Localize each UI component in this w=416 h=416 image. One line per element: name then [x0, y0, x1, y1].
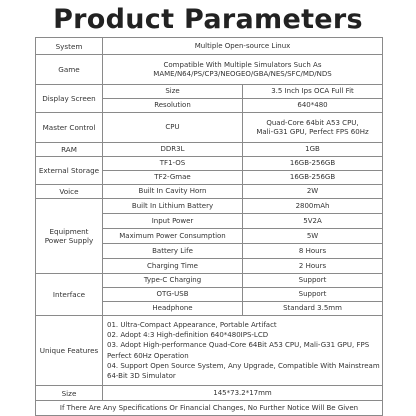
table-row [36, 185, 383, 199]
ram-label: RAM [36, 143, 103, 157]
display-size-value: 3.5 Inch Ips OCA Full Fit [243, 85, 383, 99]
storage-tf2-value: 16GB-256GB [243, 171, 383, 185]
storage-tf1-label: TF1-OS [103, 157, 243, 171]
game-value-line2: MAME/N64/PS/CP3/NEOGEO/GBA/NES/SFC/MD/NDS [153, 69, 332, 78]
game-value-line1: Compatible With Multiple Simulators Such As [163, 60, 322, 69]
master-value-line1: Quad-Core 64bit A53 CPU, [266, 118, 359, 127]
game-value [103, 55, 383, 85]
power-item-value: 5W [243, 229, 383, 244]
system-label: System [36, 38, 103, 55]
table-row [36, 157, 383, 171]
power-label-line2: Power Supply [44, 236, 94, 245]
features-label: Unique Features [36, 316, 103, 386]
power-item-label: Battery Life [103, 244, 243, 259]
storage-tf2-label: TF2-Gmae [103, 171, 243, 185]
table-row [36, 386, 383, 401]
table-row [36, 199, 383, 214]
game-label: Game [36, 55, 103, 85]
power-item-label: Input Power [103, 214, 243, 229]
page-title: Product Parameters [53, 4, 363, 35]
table-row [36, 55, 383, 85]
power-label [36, 199, 103, 274]
interface-item-value: Standard 3.5mm [243, 302, 383, 316]
size-label: Size [36, 386, 103, 401]
power-item-label: Charging Time [103, 259, 243, 274]
power-item-value: 8 Hours [243, 244, 383, 259]
power-item-value: 5V2A [243, 214, 383, 229]
interface-item-label: Headphone [103, 302, 243, 316]
power-item-label: Built In Lithium Battery [103, 199, 243, 214]
ram-value: 1GB [243, 143, 383, 157]
interface-item-value: Support [243, 274, 383, 288]
voice-value: 2W [243, 185, 383, 199]
table-row [36, 113, 383, 143]
power-item-label: Maximum Power Consumption [103, 229, 243, 244]
master-label: Master Control [36, 113, 103, 143]
power-item-value: 2 Hours [243, 259, 383, 274]
table-row [36, 85, 383, 99]
display-res-value: 640*480 [243, 99, 383, 113]
master-value-line2: Mali-G31 GPU, Perfect FPS 60Hz [256, 127, 369, 136]
master-value [243, 113, 383, 143]
system-value: Multiple Open-source Linux [103, 38, 383, 55]
master-sub: CPU [103, 113, 243, 143]
spec-table [35, 37, 383, 416]
feature-line: 02. Adopt 4:3 High-definition 640*480IPS-LCD [107, 331, 269, 340]
voice-sub: Built In Cavity Horn [103, 185, 243, 199]
feature-line: 04. Support Open Source System, Any Upgrade, Compatible With Mainstream [107, 361, 380, 370]
table-row [36, 316, 383, 386]
feature-line: 01. Ultra-Compact Appearance, Portable Artifact [107, 321, 277, 330]
storage-tf1-value: 16GB-256GB [243, 157, 383, 171]
feature-line: Perfect 60Hz Operation [107, 351, 189, 360]
voice-label: Voice [36, 185, 103, 199]
display-label: Display Screen [36, 85, 103, 113]
display-size-label: Size [103, 85, 243, 99]
display-res-label: Resolution [103, 99, 243, 113]
interface-item-label: Type-C Charging [103, 274, 243, 288]
interface-item-label: OTG-USB [103, 288, 243, 302]
feature-line: 03. Adopt High-performance Quad-Core 64Bit A53 CPU, Mali-G31 GPU, FPS [107, 341, 370, 350]
interface-label: Interface [36, 274, 103, 316]
power-label-line1: Equipment [49, 227, 89, 236]
table-row [36, 274, 383, 288]
power-item-value: 2800mAh [243, 199, 383, 214]
size-value: 145*73.2*17mm [103, 386, 383, 401]
features-list [103, 316, 383, 386]
interface-item-value: Support [243, 288, 383, 302]
table-row [36, 401, 383, 416]
table-row [36, 143, 383, 157]
table-row [36, 38, 383, 55]
storage-label: External Storage [36, 157, 103, 185]
footer-note: If There Are Any Specifications Or Financial Changes, No Further Notice Will Be Given [36, 401, 383, 416]
feature-line: 64-Bit 3D Simulator [107, 371, 176, 380]
ram-sub: DDR3L [103, 143, 243, 157]
